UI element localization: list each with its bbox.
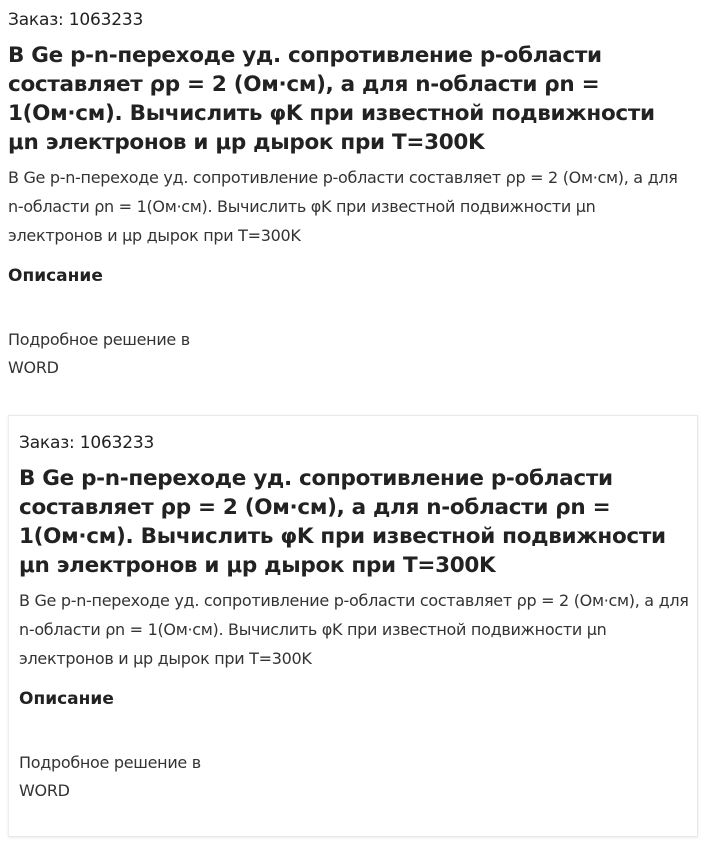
order-card-top xyxy=(0,0,701,410)
order-body-text: В Ge p-n-переходе уд. сопротивление p-области составляет ρp = 2 (Ом·см), а для n-области ρn = 1(Ом·см). Вычислить φK при известной подвижности μn электронов и μp дырок при T=300K xyxy=(19,591,689,668)
description-text: Подробное решение в WORD xyxy=(8,330,190,377)
order-card-bottom xyxy=(8,415,698,837)
order-number: Заказ: 1063233 xyxy=(8,10,144,30)
description-heading: Описание xyxy=(8,266,103,286)
order-number: Заказ: 1063233 xyxy=(19,433,155,453)
order-title: В Ge p-n-переходе уд. сопротивление p-области составляет ρp = 2 (Ом·см), а для n-области ρn = 1(Ом·см). Вычислить φK при известной подвижности μn электронов и μp дырок при T=300K xyxy=(19,466,666,578)
order-title: В Ge p-n-переходе уд. сопротивление p-области составляет ρp = 2 (Ом·см), а для n-области ρn = 1(Ом·см). Вычислить φK при известной подвижности μn электронов и μp дырок при T=300K xyxy=(8,43,655,155)
description-heading: Описание xyxy=(19,689,114,709)
order-body-text: В Ge p-n-переходе уд. сопротивление p-области составляет ρp = 2 (Ом·см), а для n-области ρn = 1(Ом·см). Вычислить φK при известной подвижности μn электронов и μp дырок при T=300K xyxy=(8,168,678,245)
description-text: Подробное решение в WORD xyxy=(19,753,201,800)
